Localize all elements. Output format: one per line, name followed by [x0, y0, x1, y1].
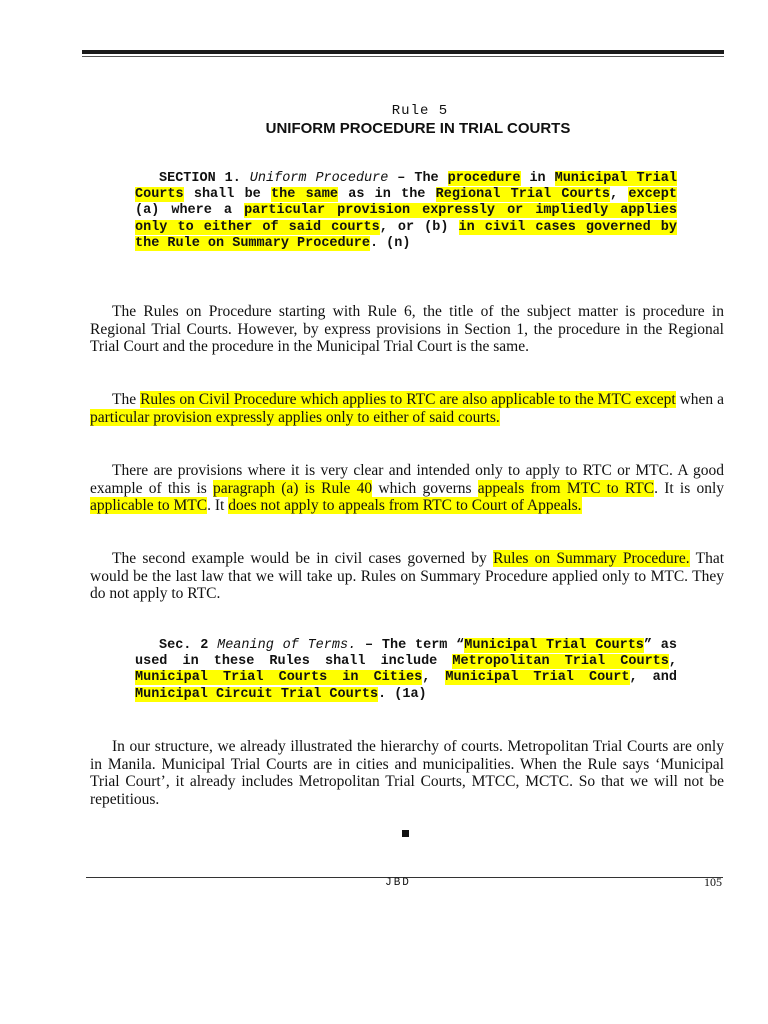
section-2: Sec. 2 Meaning of Terms. – The term “Municipal Trial Courts” as used in these Rules shall include Metropolitan Trial Courts, Municipal Trial Courts in Cities, Municipal Trial Court, and Municipal Circuit Trial Courts. (1a)	[135, 638, 678, 702]
highlight: Municipal Trial Courts in Cities	[135, 670, 423, 686]
highlight: Metropolitan Trial Courts	[452, 654, 669, 670]
highlight: except	[628, 187, 677, 203]
highlight: Municipal Trial Court	[445, 670, 630, 686]
rule-title: UNIFORM PROCEDURE IN TRIAL COURTS	[265, 120, 571, 137]
page-number: 105	[704, 875, 722, 889]
paragraph-3: There are provisions where it is very clear and intended only to apply to RTC or MTC. A good example of this is paragraph (a) is Rule 40 which governs appeals from MTC to RTC. It is only applicable to MTC. It does not apply to appeals from RTC to Court of Appeals.	[90, 462, 725, 515]
highlight: Municipal Trial Courts	[464, 638, 644, 653]
highlight: particular provision expressly applies only to either of said courts.	[90, 408, 500, 426]
highlight: Rules on Civil Procedure which applies to RTC are also applicable to the MTC except	[140, 391, 676, 408]
paragraph-4: The second example would be in civil cases governed by Rules on Summary Procedure. That would be the last law that we will take up. Rules on Summary Procedure applied only to MTC. They do not apply to RTC.	[90, 550, 725, 603]
highlight: Municipal Trial Courts	[135, 171, 677, 203]
highlight: particular provision expressly or impliedly applies only to either of said courts	[135, 203, 677, 235]
highlight: Rules on Summary Procedure.	[493, 550, 690, 567]
paragraph-1: The Rules on Procedure starting with Rule 6, the title of the subject matter is procedure in Regional Trial Courts. However, by express provisions in Section 1, the procedure in the Regional Trial Court and the procedure in the Municipal Trial Court is the same.	[90, 303, 724, 356]
section-2-heading: Meaning of Terms.	[217, 638, 357, 653]
section-1: SECTION 1. Uniform Procedure – The procedure in Municipal Trial Courts shall be the same as in the Regional Trial Courts, except (a) where a particular provision expressly or impliedly applies only to either of said courts, or (b) in civil cases governed by the Rule on Summary Procedure. (n)	[135, 171, 677, 251]
section-end-bullet-icon	[402, 830, 409, 837]
section-2-label: Sec. 2	[159, 638, 209, 653]
highlight: in civil cases governed by the Rule on Summary Procedure	[135, 219, 677, 251]
footer-initials: JBD	[385, 877, 411, 889]
highlight: does not apply to appeals from RTC to Court of Appeals.	[228, 497, 582, 515]
rule-number: Rule 5	[391, 103, 449, 119]
paragraph-2: The Rules on Civil Procedure which applies to RTC are also applicable to the MTC except when a particular provision expressly applies only to either of said courts.	[90, 391, 725, 426]
section-1-heading: Uniform Procedure	[249, 171, 389, 186]
highlight: applicable to MTC	[90, 497, 208, 515]
highlight: paragraph (a) is Rule 40	[213, 479, 373, 497]
highlight: Regional Trial Courts	[435, 187, 611, 203]
header-rule	[82, 50, 724, 54]
highlight: appeals from MTC to RTC	[477, 479, 655, 497]
highlight: procedure	[447, 171, 521, 186]
highlight: the same	[271, 187, 338, 203]
highlight: Municipal Circuit Trial Courts	[135, 686, 379, 702]
section-1-label: SECTION 1.	[159, 171, 241, 186]
paragraph-5: In our structure, we already illustrated the hierarchy of courts. Metropolitan Trial Courts are only in Manila. Municipal Trial Courts are in cities and municipalities. When the Rule says ‘Municipal Trial Court’, it already includes Metropolitan Trial Courts, MTCC, MCTC. So that we will not be repetitious.	[90, 738, 724, 808]
